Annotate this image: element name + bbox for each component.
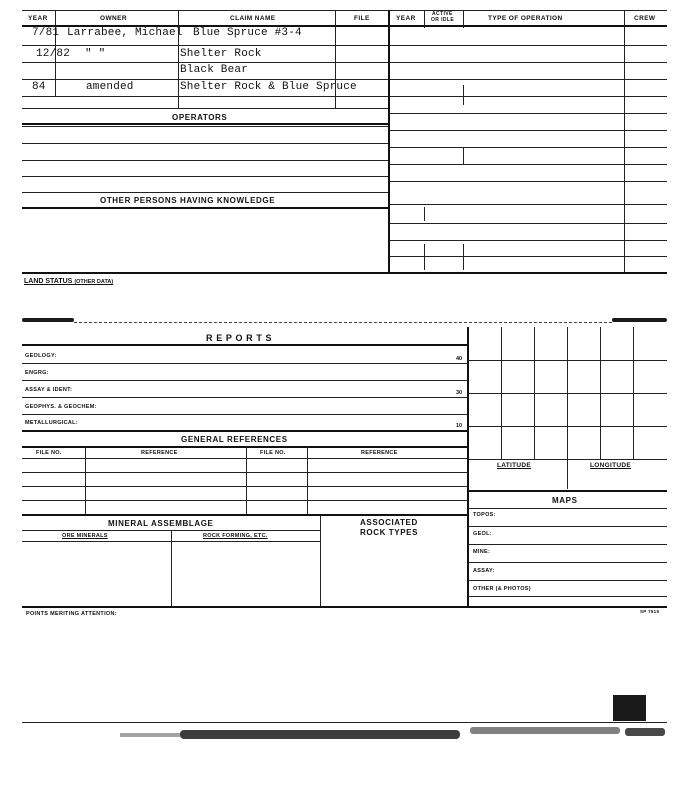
right-row-line-2 <box>390 62 667 63</box>
mineral-assemblage-heading: MINERAL ASSEMBLAGE <box>108 519 214 528</box>
form-number: SP 7515 <box>640 609 660 614</box>
gen-ref-reference-1: REFERENCE <box>141 450 178 456</box>
col-div-owner <box>178 10 179 108</box>
maps-heading-rule <box>468 508 667 509</box>
report-geology: GEOLOGY: <box>25 353 57 359</box>
gen-ref-div-1 <box>85 446 86 514</box>
col-header-file: FILE <box>354 15 370 22</box>
gen-ref-file-no-2: FILE NO. <box>260 450 286 456</box>
right-sub-div-5 <box>463 244 464 270</box>
associated-label-bottom: ROCK TYPES <box>360 528 419 537</box>
operators-rule-top <box>22 123 388 125</box>
grid-h-3 <box>468 426 667 427</box>
col-div-claim <box>335 10 336 108</box>
row1-claim: Blue Spruce #3-4 <box>193 27 302 39</box>
col-header-crew: CREW <box>634 15 656 22</box>
gen-ref-div-2 <box>246 446 247 514</box>
report-line-5 <box>22 430 468 432</box>
maps-assay: ASSAY: <box>473 568 495 574</box>
top-section-bottom-rule <box>22 272 667 274</box>
row2-line <box>22 62 388 63</box>
operators-line-1 <box>22 126 388 127</box>
col-div-year2 <box>424 10 425 28</box>
land-status-label <box>24 278 113 285</box>
row2-owner: " " <box>85 48 106 60</box>
grid-h-2 <box>468 393 667 394</box>
gen-ref-line-1 <box>22 458 468 459</box>
col-div-left-right <box>388 10 390 272</box>
associated-label-top: ASSOCIATED <box>360 518 418 527</box>
latitude-label: LATITUDE <box>497 462 532 469</box>
ore-minerals-label: ORE MINERALS <box>62 533 108 539</box>
grid-h-1 <box>468 360 667 361</box>
right-row-line-4 <box>390 96 667 97</box>
right-row-line-12 <box>390 240 667 241</box>
col-header-active-top: ACTIVE <box>432 11 453 17</box>
report-line-3 <box>22 397 468 398</box>
points-meriting-attention-label: POINTS MERITING ATTENTION: <box>26 611 117 617</box>
scan-block <box>613 695 646 721</box>
maps-line-2 <box>468 544 667 545</box>
right-row-line-8 <box>390 164 667 165</box>
reports-heading: R E P O R T S <box>206 333 273 343</box>
gen-ref-heading-rule <box>22 446 468 448</box>
row4-year: 84 <box>32 81 46 93</box>
row3-claim: Black Bear <box>180 64 249 76</box>
operators-heading: OPERATORS <box>172 113 228 122</box>
maps-topos: TOPOS: <box>473 512 496 518</box>
row4-line <box>22 96 388 97</box>
col-header-year: YEAR <box>28 15 48 22</box>
scan-edge-line <box>22 722 667 723</box>
right-row-line-10 <box>390 204 667 205</box>
report-line-1 <box>22 363 468 364</box>
report-metallurgical: METALLURGICAL: <box>25 420 78 426</box>
right-row-line-1 <box>390 45 667 46</box>
maps-line-4 <box>468 580 667 581</box>
mineral-col-div <box>171 530 172 606</box>
gen-ref-line-4 <box>22 500 468 501</box>
operators-line-4 <box>22 176 388 177</box>
report-line-2 <box>22 380 468 381</box>
scan-noise-strip-2 <box>470 727 620 734</box>
scan-smear-left <box>22 318 74 322</box>
right-sub-div-4 <box>424 244 425 270</box>
mineral-bottom-rule <box>22 606 667 608</box>
longitude-label: LONGITUDE <box>590 462 631 469</box>
right-row-line-7 <box>390 147 667 148</box>
maps-geol: GEOL: <box>473 531 492 537</box>
right-sub-div-3 <box>424 207 425 221</box>
row4-claim: Shelter Rock & Blue Spruce <box>180 81 357 93</box>
report-assay: ASSAY & IDENT: <box>25 387 73 393</box>
reports-top-rule <box>74 322 612 323</box>
col-header-year-2: YEAR <box>396 15 416 22</box>
col-header-owner: OWNER <box>100 15 127 22</box>
report-assay-num: 30 <box>456 390 463 396</box>
associated-div <box>320 514 321 606</box>
scan-noise-strip-3 <box>625 728 665 736</box>
general-references-heading: GENERAL REFERENCES <box>181 435 288 444</box>
gen-ref-line-2 <box>22 472 468 473</box>
reports-right-div <box>467 327 469 607</box>
row2-claim: Shelter Rock <box>180 48 262 60</box>
operators-line-5 <box>22 192 388 193</box>
right-row-line-3 <box>390 79 667 80</box>
maps-top-rule <box>468 490 667 492</box>
right-row-line-5 <box>390 113 667 114</box>
row2-year: 12/82 <box>36 48 71 60</box>
col-div-active <box>463 10 464 28</box>
gen-ref-div-3 <box>307 446 308 514</box>
right-row-line-6 <box>390 130 667 131</box>
right-row-line-9 <box>390 181 667 182</box>
col-header-active-bottom: OR IDLE <box>431 17 455 23</box>
scan-noise-strip <box>180 730 460 739</box>
row1-line <box>22 45 388 46</box>
scan-noise-strip-4 <box>120 733 180 737</box>
row1-year: 7/81 <box>32 27 60 39</box>
report-metallurgical-num: 10 <box>456 423 463 429</box>
gen-ref-line-5 <box>22 514 468 516</box>
col-header-claim-name: CLAIM NAME <box>230 15 276 22</box>
maps-line-3 <box>468 562 667 563</box>
maps-line-1 <box>468 526 667 527</box>
rock-forming-label: ROCK FORMING, ETC. <box>203 533 268 539</box>
reports-heading-rule <box>22 344 468 346</box>
row3-line <box>22 79 388 80</box>
report-engrg: ENGRG: <box>25 370 49 376</box>
row5-line <box>22 108 388 109</box>
maps-heading: MAPS <box>552 496 578 505</box>
col-header-type-of-operation: TYPE OF OPERATION <box>488 15 563 22</box>
right-sub-div-1 <box>463 85 464 105</box>
operators-line-3 <box>22 160 388 161</box>
right-row-line-13 <box>390 256 667 257</box>
land-status-title: LAND STATUS <box>24 278 73 285</box>
row1-owner: Larrabee, Michael <box>67 27 183 39</box>
gen-ref-reference-2: REFERENCE <box>361 450 398 456</box>
right-sub-div-2 <box>463 147 464 165</box>
report-line-4 <box>22 414 468 415</box>
gen-ref-line-3 <box>22 486 468 487</box>
col-div-type <box>624 10 625 272</box>
maps-line-5 <box>468 596 667 597</box>
gen-ref-file-no-1: FILE NO. <box>36 450 62 456</box>
scan-smear-right <box>612 318 667 322</box>
maps-other: OTHER (& PHOTOS) <box>473 586 531 592</box>
land-status-sub: (OTHER DATA) <box>74 279 114 285</box>
operators-line-2 <box>22 143 388 144</box>
report-geology-num: 40 <box>456 356 463 362</box>
other-persons-heading: OTHER PERSONS HAVING KNOWLEDGE <box>100 196 276 205</box>
lat-long-div <box>567 459 568 489</box>
maps-mine: MINE: <box>473 549 491 555</box>
other-persons-rule <box>22 207 388 209</box>
row4-owner: amended <box>86 81 134 93</box>
top-border <box>22 10 667 11</box>
report-geophys: GEOPHYS. & GEOCHEM: <box>25 404 97 410</box>
right-row-line-11 <box>390 223 667 224</box>
